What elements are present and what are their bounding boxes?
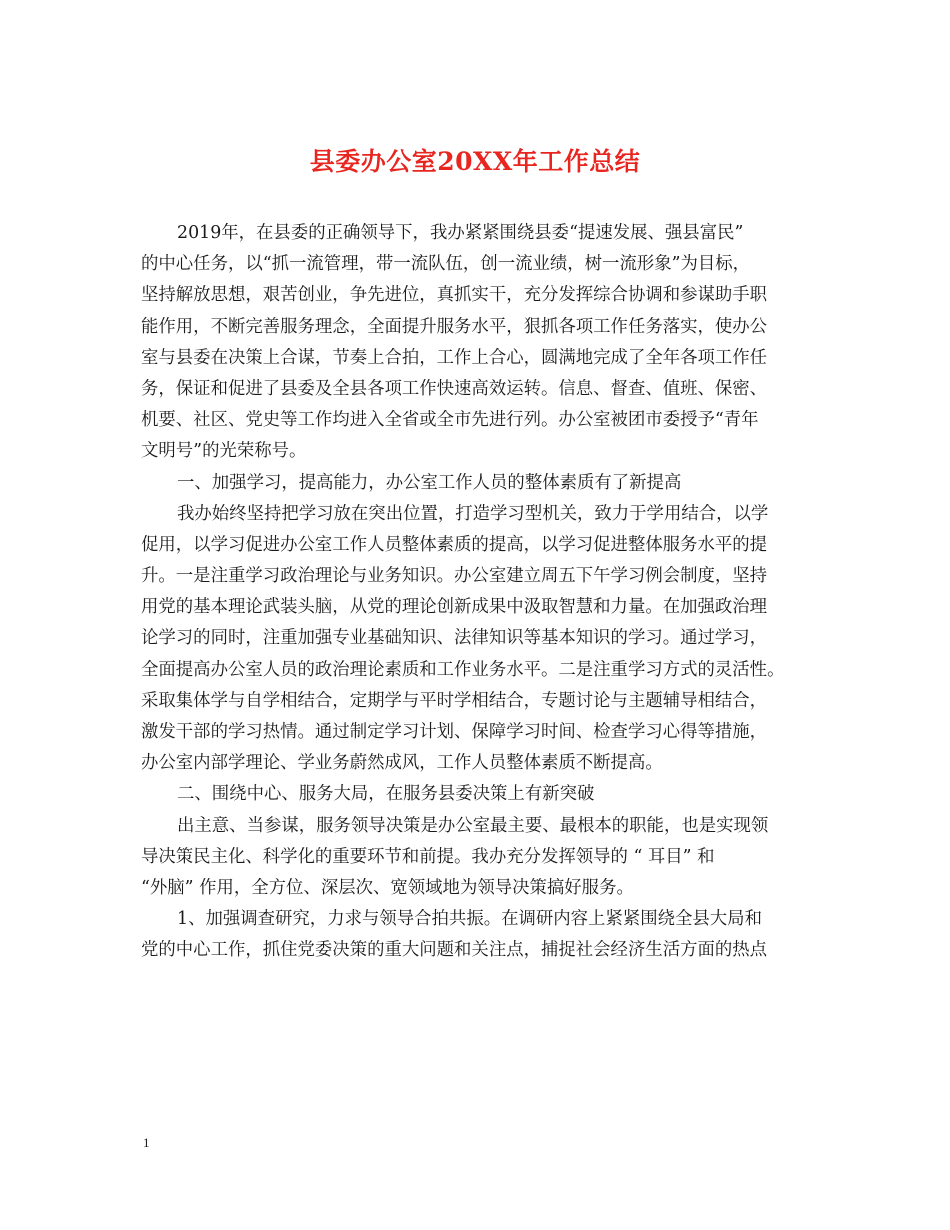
body-line: 我办始终坚持把学习放在突出位置，打造学习型机关，致力于学用结合，以学 (177, 503, 769, 524)
body-line: 论学习的同时，注重加强专业基础知识、法律知识等基本知识的学习。通过学习， (141, 628, 768, 649)
document-body (141, 218, 841, 967)
body-line: 办公室内部学理论、学业务蔚然成风，工作人员整体素质不断提高。 (141, 753, 663, 774)
body-line: 升。一是注重学习政治理论与业务知识。办公室建立周五下午学习例会制度，坚持 (141, 566, 768, 587)
body-line: 的中心任务，以“抓一流管理，带一流队伍，创一流业绩，树一流形象”为目标， (141, 254, 751, 275)
page-number: 1 (143, 1135, 150, 1150)
section-heading: 一、加强学习，提高能力，办公室工作人员的整体素质有了新提高 (177, 472, 682, 493)
body-line: 党的中心工作，抓住党委决策的重大问题和关注点，捕捉社会经济生活方面的热点 (141, 940, 768, 961)
body-line: 务，保证和促进了县委及全县各项工作快速高效运转。信息、督查、值班、保密、 (141, 378, 768, 399)
body-line: 室与县委在决策上合谋，节奏上合拍，工作上合心，圆满地完成了全年各项工作任 (141, 347, 768, 368)
body-line: 坚持解放思想，艰苦创业，争先进位，真抓实干，充分发挥综合协调和参谋助手职 (141, 285, 768, 306)
section-heading: 二、围绕中心、服务大局，在服务县委决策上有新突破 (177, 784, 595, 805)
body-line: 促用，以学习促进办公室工作人员整体素质的提高，以学习促进整体服务水平的提 (141, 534, 768, 555)
body-line: 文明号”的光荣称号。 (141, 441, 307, 462)
body-line: 导决策民主化、科学化的重要环节和前提。我办充分发挥领导的 “ 耳目” 和 (141, 846, 715, 867)
body-line: 机要、社区、党史等工作均进入全省或全市先进行列。办公室被团市委授予“青年 (141, 410, 759, 431)
body-line: 能作用，不断完善服务理念，全面提升服务水平，狠抓各项工作任务落实，使办公 (141, 316, 768, 337)
body-line: 2019年，在县委的正确领导下，我办紧紧围绕县委“提速发展、强县富民” (177, 223, 744, 243)
body-line: 全面提高办公室人员的政治理论素质和工作业务水平。二是注重学习方式的灵活性。 (141, 659, 785, 680)
body-line: 出主意、当参谋，服务领导决策是办公室最主要、最根本的职能，也是实现领 (177, 815, 769, 836)
body-line: “外脑” 作用，全方位、深层次、宽领域地为领导决策搞好服务。 (141, 877, 634, 898)
body-line: 1、加强调查研究，力求与领导合拍共振。在调研内容上紧紧围绕全县大局和 (177, 909, 762, 930)
body-line: 采取集体学与自学相结合，定期学与平时学相结合，专题讨论与主题辅导相结合， (141, 690, 768, 711)
body-line: 激发干部的学习热情。通过制定学习计划、保障学习时间、检查学习心得等措施， (141, 722, 768, 742)
body-line: 用党的基本理论武装头脑，从党的理论创新成果中汲取智慧和力量。在加强政治理 (141, 597, 768, 618)
document-title: 县委办公室20XX年工作总结 (309, 147, 641, 176)
